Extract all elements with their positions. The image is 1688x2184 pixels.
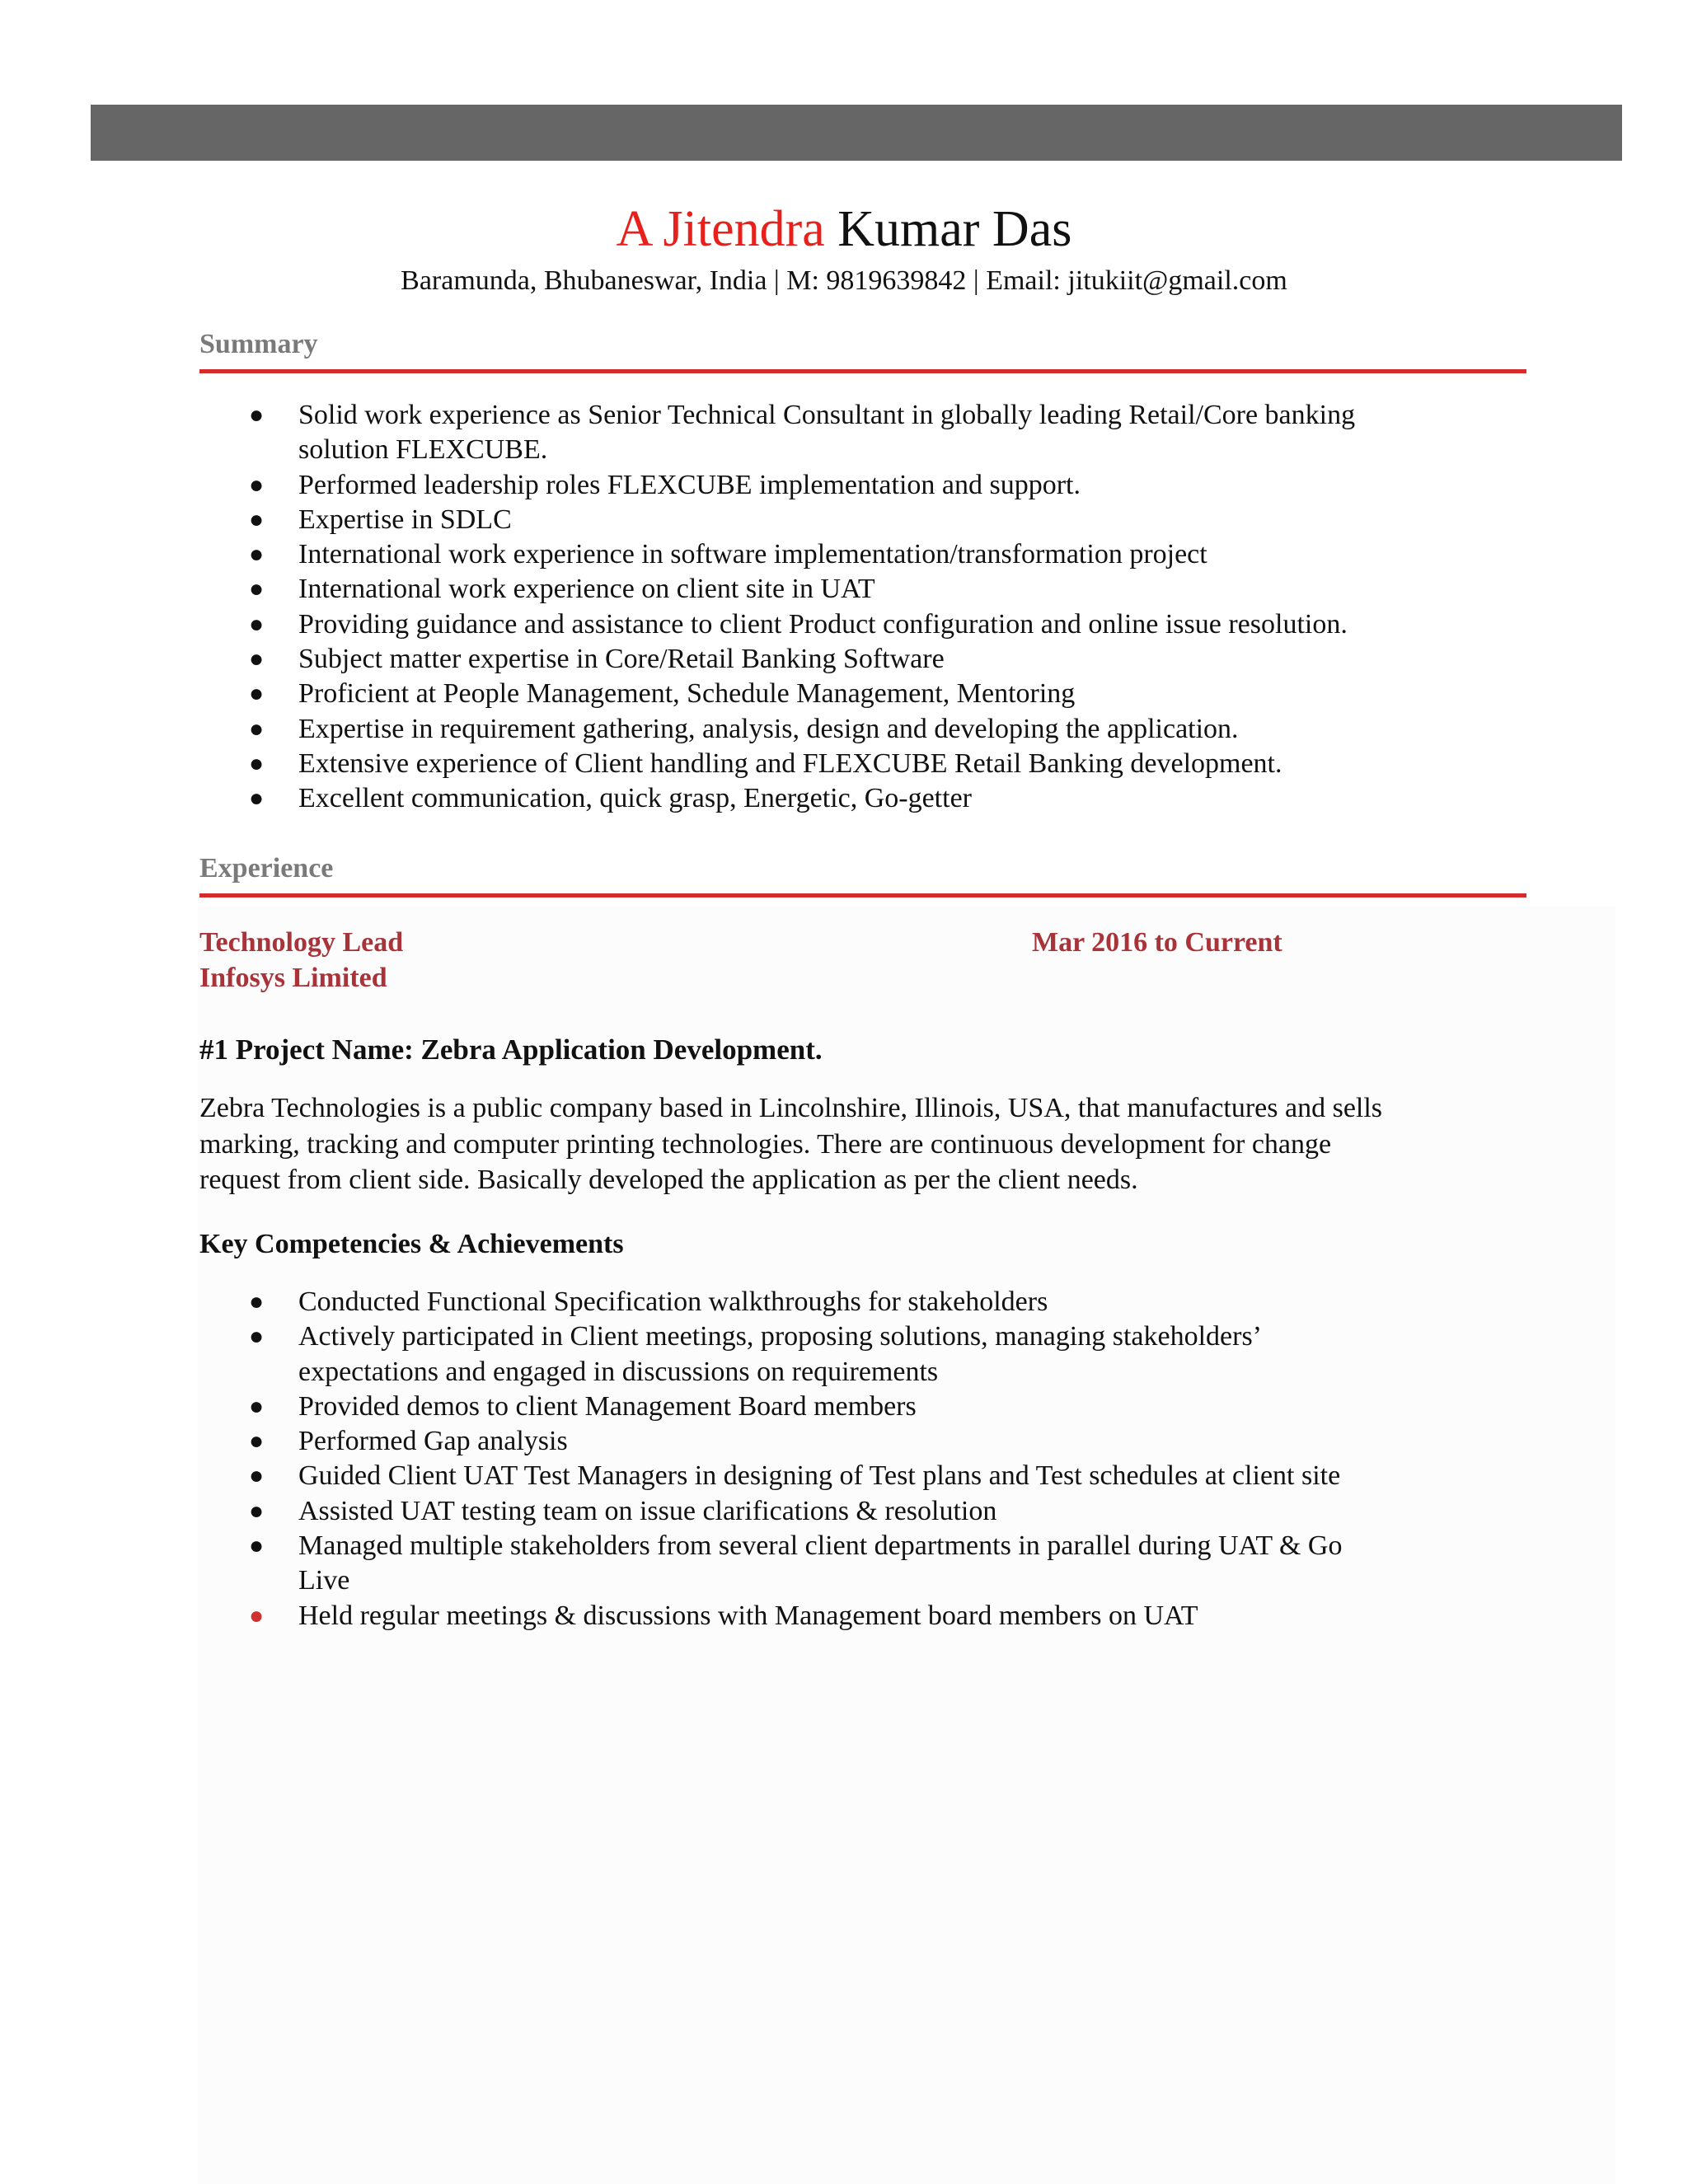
list-item: ● Assisted UAT testing team on issue clarifications & resolution	[199, 1494, 1526, 1529]
competencies-heading: Key Competencies & Achievements	[199, 1229, 624, 1259]
bullet-icon: ●	[249, 1601, 265, 1629]
bullet-icon: ●	[249, 1532, 265, 1560]
header-bar	[91, 105, 1622, 161]
bullet-icon: ●	[249, 785, 265, 813]
candidate-name	[0, 196, 1688, 262]
bullet-icon: ●	[249, 715, 265, 743]
list-item: ● Guided Client UAT Test Managers in designing of Test plans and Test schedules at client site	[199, 1459, 1526, 1493]
name-rest: Kumar Das	[824, 201, 1072, 257]
project-desc-line: marking, tracking and computer printing technologies. There are continuous development for change	[199, 1128, 1332, 1160]
bullet-icon: ●	[249, 401, 265, 429]
company-name: Infosys Limited	[199, 963, 387, 993]
job-dates: Mar 2016 to Current	[1032, 927, 1282, 958]
list-item-continuation: solution FLEXCUBE.	[298, 434, 548, 466]
project-name: #1 Project Name: Zebra Application Development.	[199, 1033, 823, 1066]
list-item: ● Proficient at People Management, Schedule Management, Mentoring	[199, 677, 1526, 711]
list-item: ● Expertise in requirement gathering, analysis, design and developing the application.	[199, 712, 1526, 747]
list-item-continuation: Live	[298, 1565, 350, 1596]
list-item: ● Conducted Functional Specification walkthroughs for stakeholders	[199, 1285, 1526, 1319]
list-item: ● Performed leadership roles FLEXCUBE implementation and support.	[199, 468, 1526, 503]
bullet-icon: ●	[249, 645, 265, 673]
list-item-continuation: expectations and engaged in discussions on requirements	[298, 1356, 939, 1387]
list-item: ● Expertise in SDLC	[199, 503, 1526, 537]
bullet-icon: ●	[249, 471, 265, 499]
bullet-icon: ●	[249, 1323, 265, 1351]
list-item: ● Excellent communication, quick grasp, Energetic, Go-getter	[199, 781, 1526, 816]
list-item: ● Providing guidance and assistance to client Product configuration and online issue resolution.	[199, 607, 1526, 642]
list-item: ● Managed multiple stakeholders from several client departments in parallel during UAT & Go	[199, 1529, 1526, 1563]
summary-heading: Summary	[199, 328, 1526, 373]
list-item: ● Performed Gap analysis	[199, 1424, 1526, 1459]
bullet-icon: ●	[249, 541, 265, 569]
bullet-icon: ●	[249, 505, 265, 533]
competencies-list	[199, 1285, 1526, 1633]
bullet-icon: ●	[249, 575, 265, 603]
bullet-icon: ●	[249, 680, 265, 708]
list-item: ● International work experience on client site in UAT	[199, 572, 1526, 607]
resume-header	[0, 196, 1688, 298]
contact-line: Baramunda, Bhubaneswar, India | M: 9819639842 | Email: jitukiit@gmail.com	[401, 265, 1287, 296]
list-item: ● Extensive experience of Client handling and FLEXCUBE Retail Banking development.	[199, 747, 1526, 781]
project-description	[199, 1090, 1502, 1198]
bullet-icon: ●	[249, 1288, 265, 1315]
bullet-icon: ●	[249, 749, 265, 777]
list-item: ● Solid work experience as Senior Technical Consultant in globally leading Retail/Core banking	[199, 398, 1526, 433]
experience-heading: Experience	[199, 852, 1526, 898]
summary-list	[199, 398, 1526, 817]
bullet-icon: ●	[249, 1462, 265, 1490]
bullet-icon: ●	[249, 1427, 265, 1455]
bullet-icon: ●	[249, 1392, 265, 1420]
name-first: A Jitendra	[616, 201, 825, 257]
project-desc-line: Zebra Technologies is a public company based in Lincolnshire, Illinois, USA, that manufactures and sells	[199, 1093, 1383, 1123]
list-item: ● Subject matter expertise in Core/Retail Banking Software	[199, 642, 1526, 677]
list-item: ● Actively participated in Client meetings, proposing solutions, managing stakeholders’	[199, 1319, 1526, 1354]
list-item: ● International work experience in software implementation/transformation project	[199, 537, 1526, 572]
list-item: ● Held regular meetings & discussions with Management board members on UAT	[199, 1599, 1526, 1633]
bullet-icon: ●	[249, 1497, 265, 1525]
project-desc-line: request from client side. Basically developed the application as per the client needs.	[199, 1165, 1138, 1195]
bullet-icon: ●	[249, 610, 265, 638]
list-item: ● Provided demos to client Management Board members	[199, 1390, 1526, 1424]
job-title: Technology Lead	[199, 927, 404, 958]
